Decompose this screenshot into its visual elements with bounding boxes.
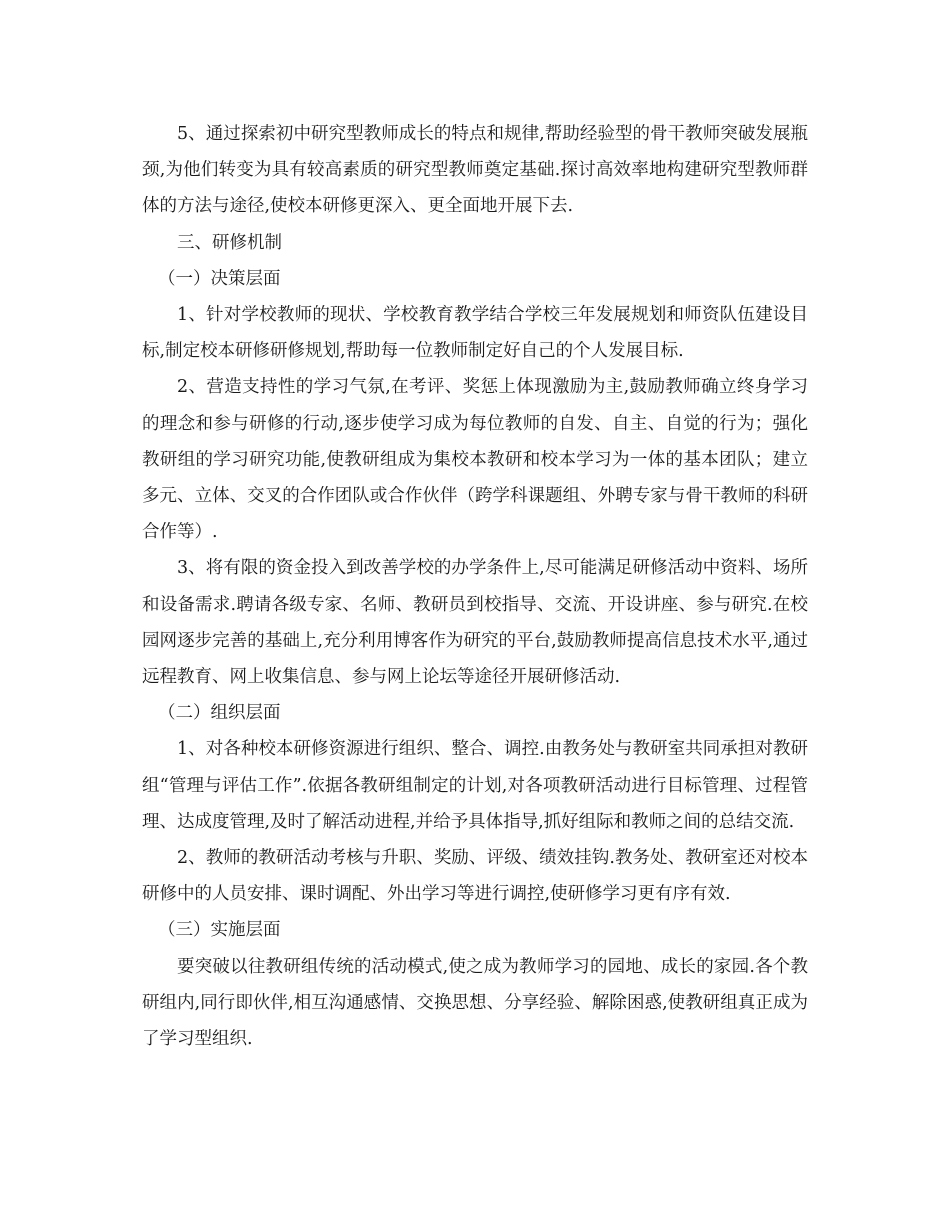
paragraph-organization-2: 2、教师的教研活动考核与升职、奖励、评级、绩效挂钩.教务处、教研室还对校本研修中的人员安排、课时调配、外出学习等进行调控,使研修学习更有序有效. [142,848,808,905]
section-heading-mechanism: 三、研修机制 [177,232,282,253]
paragraph-decision-2: 2、营造支持性的学习气氛,在考评、奖惩上体现激励为主,鼓励教师确立终身学习的理念和参与研修的行动,逐步使学习成为每位教师的自发、自主、自觉的行为；强化教研组的学习研究功能,使教研组成为集校本教研和校本学习为一体的基本团队；建立多元、立体、交叉的合作团队或合作伙伴（跨学科课题组、外聘专家与骨干教师的科研合作等）. [142,377,808,543]
paragraph-organization-1: 1、对各种校本研修资源进行组织、整合、调控.由教务处与教研室共同承担对教研组“管理与评估工作”.依据各教研组制定的计划,对各项教研活动进行目标管理、过程管理、达成度管理,及时了解活动进程,并给予具体指导,抓好组际和教师之间的总结交流. [142,739,808,832]
subheading-decision-level: （一）决策层面 [158,268,281,289]
paragraph-implementation-1: 要突破以往教研组传统的活动模式,使之成为教师学习的园地、成长的家园.各个教研组内,同行即伙伴,相互沟通感情、交换思想、分享经验、解除困惑,使教研组真正成为了学习型组织. [142,956,808,1050]
paragraph-5-exploration: 5、通过探索初中研究型教师成长的特点和规律,帮助经验型的骨干教师突破发展瓶颈,为他们转变为具有较高素质的研究型教师奠定基础.探讨高效率地构建研究型教师群体的方法与途径,使校本研修更深入、更全面地开展下去. [142,124,808,217]
paragraph-decision-1: 1、针对学校教师的现状、学校教育教学结合学校三年发展规划和师资队伍建设目标,制定校本研修研修规划,帮助每一位教师制定好自己的个人发展目标. [142,305,808,362]
subheading-organization-level: （二）组织层面 [158,703,281,724]
paragraph-decision-3: 3、将有限的资金投入到改善学校的办学条件上,尽可能满足研修活动中资料、场所和设备需求.聘请各级专家、名师、教研员到校指导、交流、开设讲座、参与研究.在校园网逐步完善的基础上,充分利用博客作为研究的平台,鼓励教师提高信息技术水平,通过远程教育、网上收集信息、参与网上论坛等途径开展研修活动. [142,558,808,688]
document-body [142,116,808,1057]
subheading-implementation-level: （三）实施层面 [158,920,281,941]
